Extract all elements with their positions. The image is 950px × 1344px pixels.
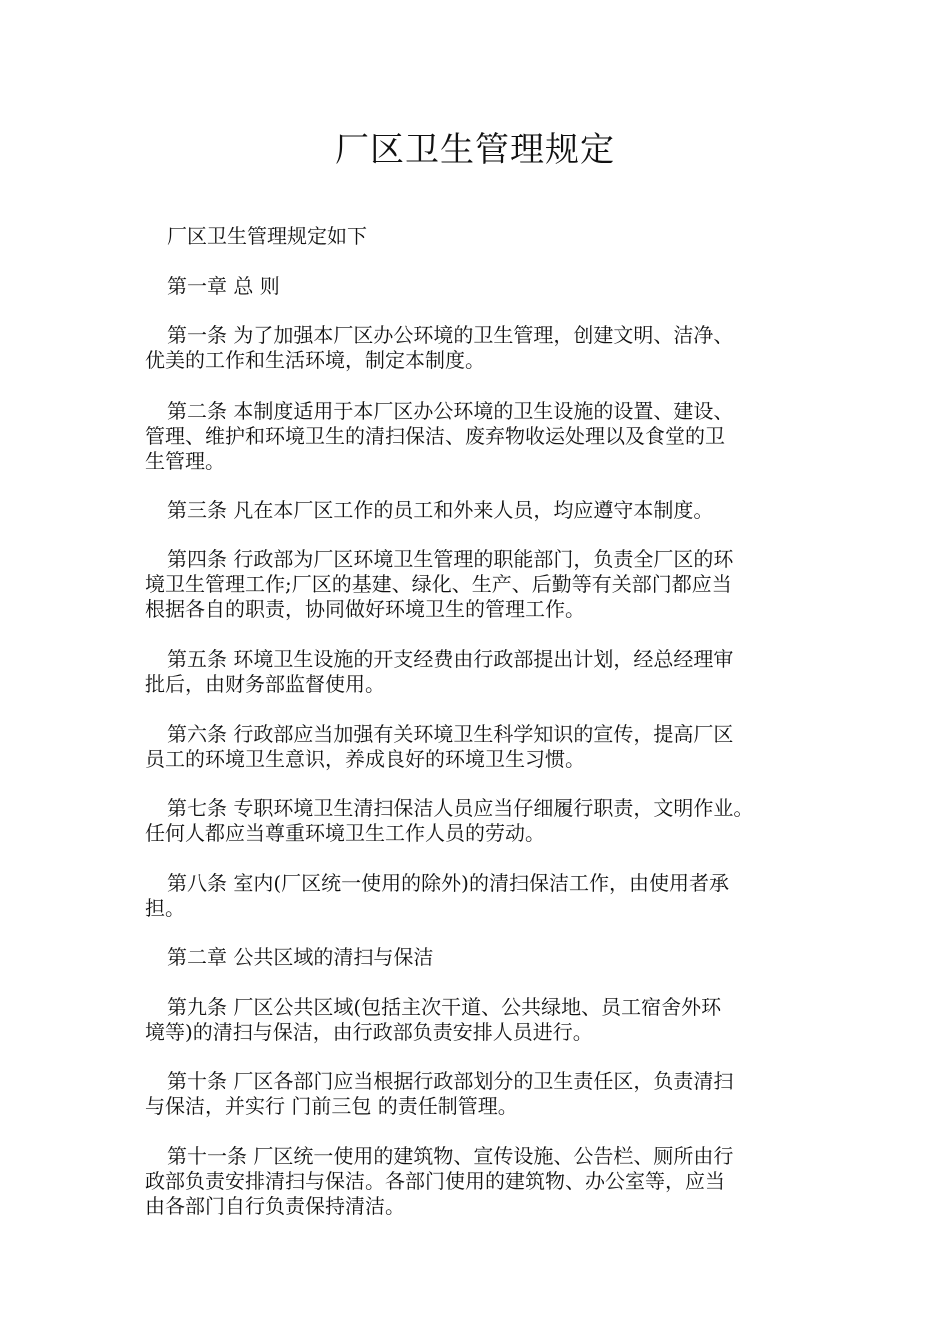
paragraph-line: 第二条 本制度适用于本厂区办公环境的卫生设施的设置、建设、 [167,399,734,423]
paragraph-line: 第四条 行政部为厂区环境卫生管理的职能部门，负责全厂区的环 [167,547,734,571]
article-3 [145,498,815,523]
paragraph-line: 第七条 专职环境卫生清扫保洁人员应当仔细履行职责，文明作业。 [167,796,754,820]
paragraph-line: 与保洁，并实行 门前三包 的责任制管理。 [145,1094,518,1118]
paragraph-line: 优美的工作和生活环境，制定本制度。 [145,348,485,372]
paragraph-line: 厂区卫生管理规定如下 [167,224,367,248]
paragraph-line: 第六条 行政部应当加强有关环境卫生科学知识的宣传，提高厂区 [167,722,734,746]
paragraph-line: 第五条 环境卫生设施的开支经费由行政部提出计划，经总经理审 [167,647,734,671]
paragraph-intro [145,224,815,249]
paragraph-line: 批后，由财务部监督使用。 [145,672,385,696]
paragraph-line: 境等)的清扫与保洁，由行政部负责安排人员进行。 [145,1020,593,1044]
paragraph-line: 生管理。 [145,449,225,473]
paragraph-line: 任何人都应当尊重环境卫生工作人员的劳动。 [145,821,545,845]
article-10 [145,1069,815,1119]
chapter-heading-2 [145,945,815,970]
paragraph-line: 管理、维护和环境卫生的清扫保洁、废弃物收运处理以及食堂的卫 [145,424,725,448]
paragraph-line: 第二章 公共区域的清扫与保洁 [167,945,434,969]
article-7 [145,796,815,846]
document-title: 厂区卫生管理规定 [335,130,615,170]
article-8 [145,871,815,921]
paragraph-line: 第一条 为了加强本厂区办公环境的卫生管理，创建文明、洁净、 [167,323,734,347]
paragraph-line: 第三条 凡在本厂区工作的员工和外来人员，均应遵守本制度。 [167,498,714,522]
article-5 [145,647,815,697]
paragraph-line: 政部负责安排清扫与保洁。各部门使用的建筑物、办公室等，应当 [145,1169,725,1193]
paragraph-line: 担。 [145,896,185,920]
paragraph-line: 第十条 厂区各部门应当根据行政部划分的卫生责任区，负责清扫 [167,1069,734,1093]
article-1 [145,323,815,373]
article-9 [145,995,815,1045]
paragraph-line: 第八条 室内(厂区统一使用的除外)的清扫保洁工作，由使用者承 [167,871,729,895]
paragraph-line: 员工的环境卫生意识，养成良好的环境卫生习惯。 [145,747,585,771]
paragraph-line: 根据各自的职责，协同做好环境卫生的管理工作。 [145,597,585,621]
chapter-heading-1 [145,274,815,299]
paragraph-line: 第九条 厂区公共区域(包括主次干道、公共绿地、员工宿舍外环 [167,995,722,1019]
paragraph-line: 第十一条 厂区统一使用的建筑物、宣传设施、公告栏、厕所由行 [167,1144,734,1168]
article-4 [145,547,815,622]
paragraph-line: 第一章 总 则 [167,274,280,298]
article-2 [145,399,815,474]
article-11 [145,1144,815,1219]
paragraph-line: 境卫生管理工作;厂区的基建、绿化、生产、后勤等有关部门都应当 [145,572,732,596]
paragraph-line: 由各部门自行负责保持清洁。 [145,1194,405,1218]
article-6 [145,722,815,772]
